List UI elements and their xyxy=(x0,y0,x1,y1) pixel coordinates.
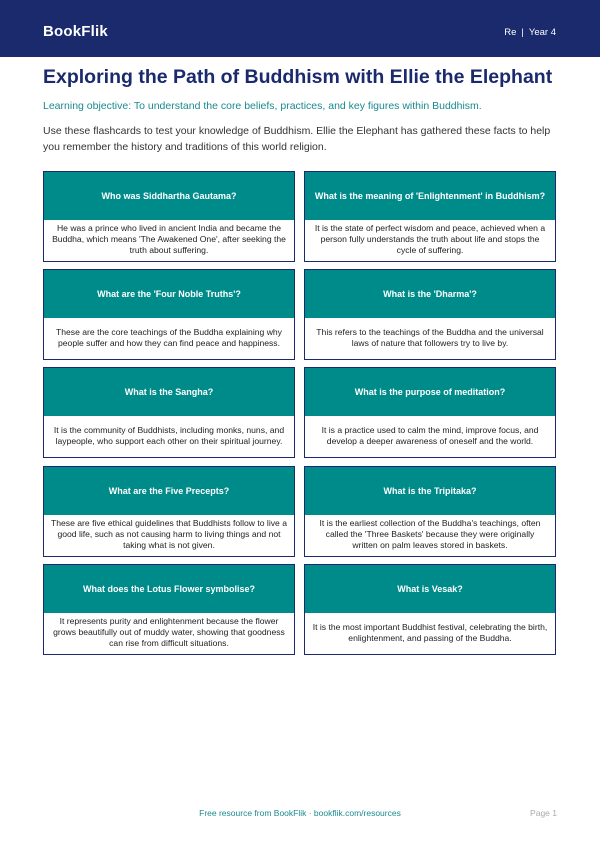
flashcard-question: Who was Siddhartha Gautama? xyxy=(44,172,294,220)
flashcard-answer: It is the most important Buddhist festival, celebrating the birth, enlightenment, and passing of the Buddha. xyxy=(312,621,548,643)
footer-link[interactable]: Free resource from BookFlik · bookflik.com/resources xyxy=(199,808,401,818)
flashcard-answer: It is the community of Buddhists, including monks, nuns, and laypeople, who support each other on their spiritual journey. xyxy=(53,424,285,446)
flashcard-question: What is Vesak? xyxy=(305,565,555,613)
brand-logo[interactable]: BookFlik xyxy=(43,23,108,40)
flashcard-question: What is the Tripitaka? xyxy=(305,467,555,515)
flashcard[interactable] xyxy=(43,466,295,557)
separator: | xyxy=(521,27,524,38)
flashcard[interactable] xyxy=(43,564,295,655)
flashcard[interactable] xyxy=(43,269,295,360)
flashcard-answer: These are five ethical guidelines that Buddhists follow to live a good life, such as not causing harm to living things and not taking what is not given. xyxy=(51,518,287,550)
flashcard-answer: He was a prince who lived in ancient India and became the Buddha, which means 'The Awakened One', after seeking the truth about suffering. xyxy=(52,223,286,255)
subject-label: Re xyxy=(504,27,517,38)
subject-year xyxy=(504,27,556,38)
page-number: Page 1 xyxy=(530,808,557,818)
flashcard-question: What is the 'Dharma'? xyxy=(305,270,555,318)
flashcard-question: What does the Lotus Flower symbolise? xyxy=(44,565,294,613)
flashcard-answer: It is a practice used to calm the mind, improve focus, and develop a deeper awareness of oneself and the world. xyxy=(321,424,539,446)
year-label: Year 4 xyxy=(528,27,556,38)
page-title: Exploring the Path of Buddhism with Ellie the Elephant xyxy=(43,66,553,88)
flashcard-answer: It is the earliest collection of the Buddha's teachings, often called the 'Three Baskets' because they were originally written on palm leaves stored in baskets. xyxy=(319,518,541,550)
flashcard[interactable] xyxy=(304,367,556,458)
flashcard[interactable] xyxy=(304,466,556,557)
flashcard-question: What are the Five Precepts? xyxy=(44,467,294,515)
flashcard-question: What is the meaning of 'Enlightenment' in Buddhism? xyxy=(305,172,555,220)
header-bar xyxy=(0,0,600,57)
flashcard-question: What are the 'Four Noble Truths'? xyxy=(44,270,294,318)
flashcard-question: What is the Sangha? xyxy=(44,368,294,416)
intro-text: Use these flashcards to test your knowledge of Buddhism. Ellie the Elephant has gathered these facts to help you remember the history and traditions of this world religion. xyxy=(43,125,551,153)
flashcard-answer: This refers to the teachings of the Buddha and the universal laws of nature that followers try to live by. xyxy=(316,326,544,348)
flashcard-question: What is the purpose of meditation? xyxy=(305,368,555,416)
flashcard[interactable] xyxy=(43,367,295,458)
flashcard-answer: These are the core teachings of the Buddha explaining why people suffer and how they can find peace and happiness. xyxy=(56,326,282,348)
flashcard[interactable] xyxy=(304,564,556,655)
flashcard[interactable] xyxy=(43,171,295,262)
learning-objective: Learning objective: To understand the core beliefs, practices, and key figures within Buddhism. xyxy=(43,100,482,112)
flashcard-answer: It represents purity and enlightenment because the flower grows beautifully out of muddy water, showing that goodness can rise from difficult situations. xyxy=(53,616,285,648)
flashcard-answer: It is the state of perfect wisdom and peace, achieved when a person fully understands the truth about life and stops the cycle of suffering. xyxy=(314,223,546,255)
flashcard[interactable] xyxy=(304,171,556,262)
flashcard[interactable] xyxy=(304,269,556,360)
